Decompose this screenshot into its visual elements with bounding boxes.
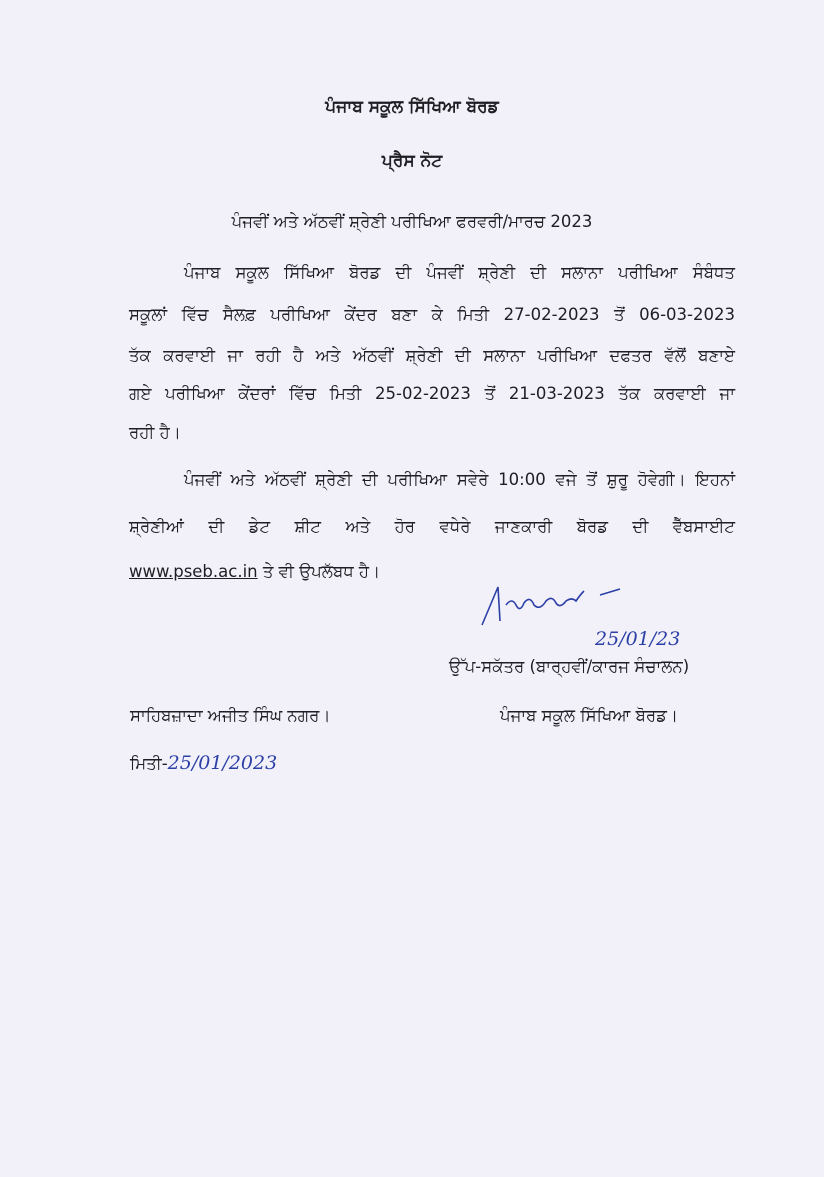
paragraph-line: ਪੰਜਾਬ ਸਕੂਲ ਸਿੱਖਿਆ ਬੋਰਡ ਦੀ ਪੰਜਵੀਂ ਸ਼੍ਰੇਣੀ ਦੀ ਸਲਾਨਾ ਪਰੀਖਿਆ ਸੰਬੰਧਤ	[184, 263, 735, 282]
website-link[interactable]: www.pseb.ac.in	[129, 562, 258, 581]
paragraph-line: ਸ਼੍ਰੇਣੀਆਂ ਦੀ ਡੇਟ ਸ਼ੀਟ ਅਤੇ ਹੋਰ ਵਧੇਰੇ ਜਾਣਕਾਰੀ ਬੋਰਡ ਦੀ ਵੈੱਬਸਾਈਟ	[129, 517, 735, 536]
paragraph-line	[129, 561, 380, 583]
signatory-organization: ਪੰਜਾਬ ਸਕੂਲ ਸਿੱਖਿਆ ਬੋਰਡ।	[500, 706, 678, 725]
paragraph-line: ਸਕੂਲਾਂ ਵਿੱਚ ਸੈਲਫ਼ ਪਰੀਖਿਆ ਕੇਂਦਰ ਬਣਾ ਕੇ ਮਿਤੀ 27-02-2023 ਤੋਂ 06-03-2023	[129, 305, 735, 324]
paragraph-line: ਤੱਕ ਕਰਵਾਈ ਜਾ ਰਹੀ ਹੈ ਅਤੇ ਅੱਠਵੀਂ ਸ਼੍ਰੇਣੀ ਦੀ ਸਲਾਨਾ ਪਰੀਖਿਆ ਦਫਤਰ ਵੱਲੋਂ ਬਣਾਏ	[129, 346, 735, 365]
paragraph-line: ਰਹੀ ਹੈ।	[129, 423, 181, 442]
date-line	[130, 752, 277, 775]
document-heading: ਪੰਜਵੀਂ ਅਤੇ ਅੱਠਵੀਂ ਸ਼੍ਰੇਣੀ ਪਰੀਖਿਆ ਫਰਵਰੀ/ਮਾਰਚ 2023	[231, 212, 593, 231]
signature-date: 25/01/23	[595, 628, 681, 650]
paragraph-line: ਗਏ ਪਰੀਖਿਆ ਕੇਂਦਰਾਂ ਵਿੱਚ ਮਿਤੀ 25-02-2023 ਤੋਂ 21-03-2023 ਤੱਕ ਕਰਵਾਈ ਜਾ	[129, 384, 735, 403]
signature-image	[470, 583, 740, 628]
signatory-designation: ਉੱਪ-ਸਕੱਤਰ (ਬਾਰ੍ਹਵੀਂ/ਕਾਰਜ ਸੰਚਾਲਨ)	[449, 657, 690, 676]
paragraph-end-text: ਤੇ ਵੀ ਉਪਲੱਬਧ ਹੈ।	[257, 562, 381, 581]
document-subtitle: ਪ੍ਰੈਸ ਨੋਟ	[381, 151, 443, 171]
handwritten-date: 25/01/2023	[167, 752, 278, 774]
place-text: ਸਾਹਿਬਜ਼ਾਦਾ ਅਜੀਤ ਸਿੰਘ ਨਗਰ।	[130, 706, 331, 725]
date-label: ਮਿਤੀ-	[130, 754, 168, 773]
paragraph-line: ਪੰਜਵੀਂ ਅਤੇ ਅੱਠਵੀਂ ਸ਼੍ਰੇਣੀ ਦੀ ਪਰੀਖਿਆ ਸਵੇਰੇ 10:00 ਵਜੇ ਤੋਂ ਸ਼ੁਰੂ ਹੋਵੇਗੀ। ਇਹਨਾਂ	[184, 470, 735, 489]
document-title: ਪੰਜਾਬ ਸਕੂਲ ਸਿੱਖਿਆ ਬੋਰਡ	[325, 97, 499, 117]
